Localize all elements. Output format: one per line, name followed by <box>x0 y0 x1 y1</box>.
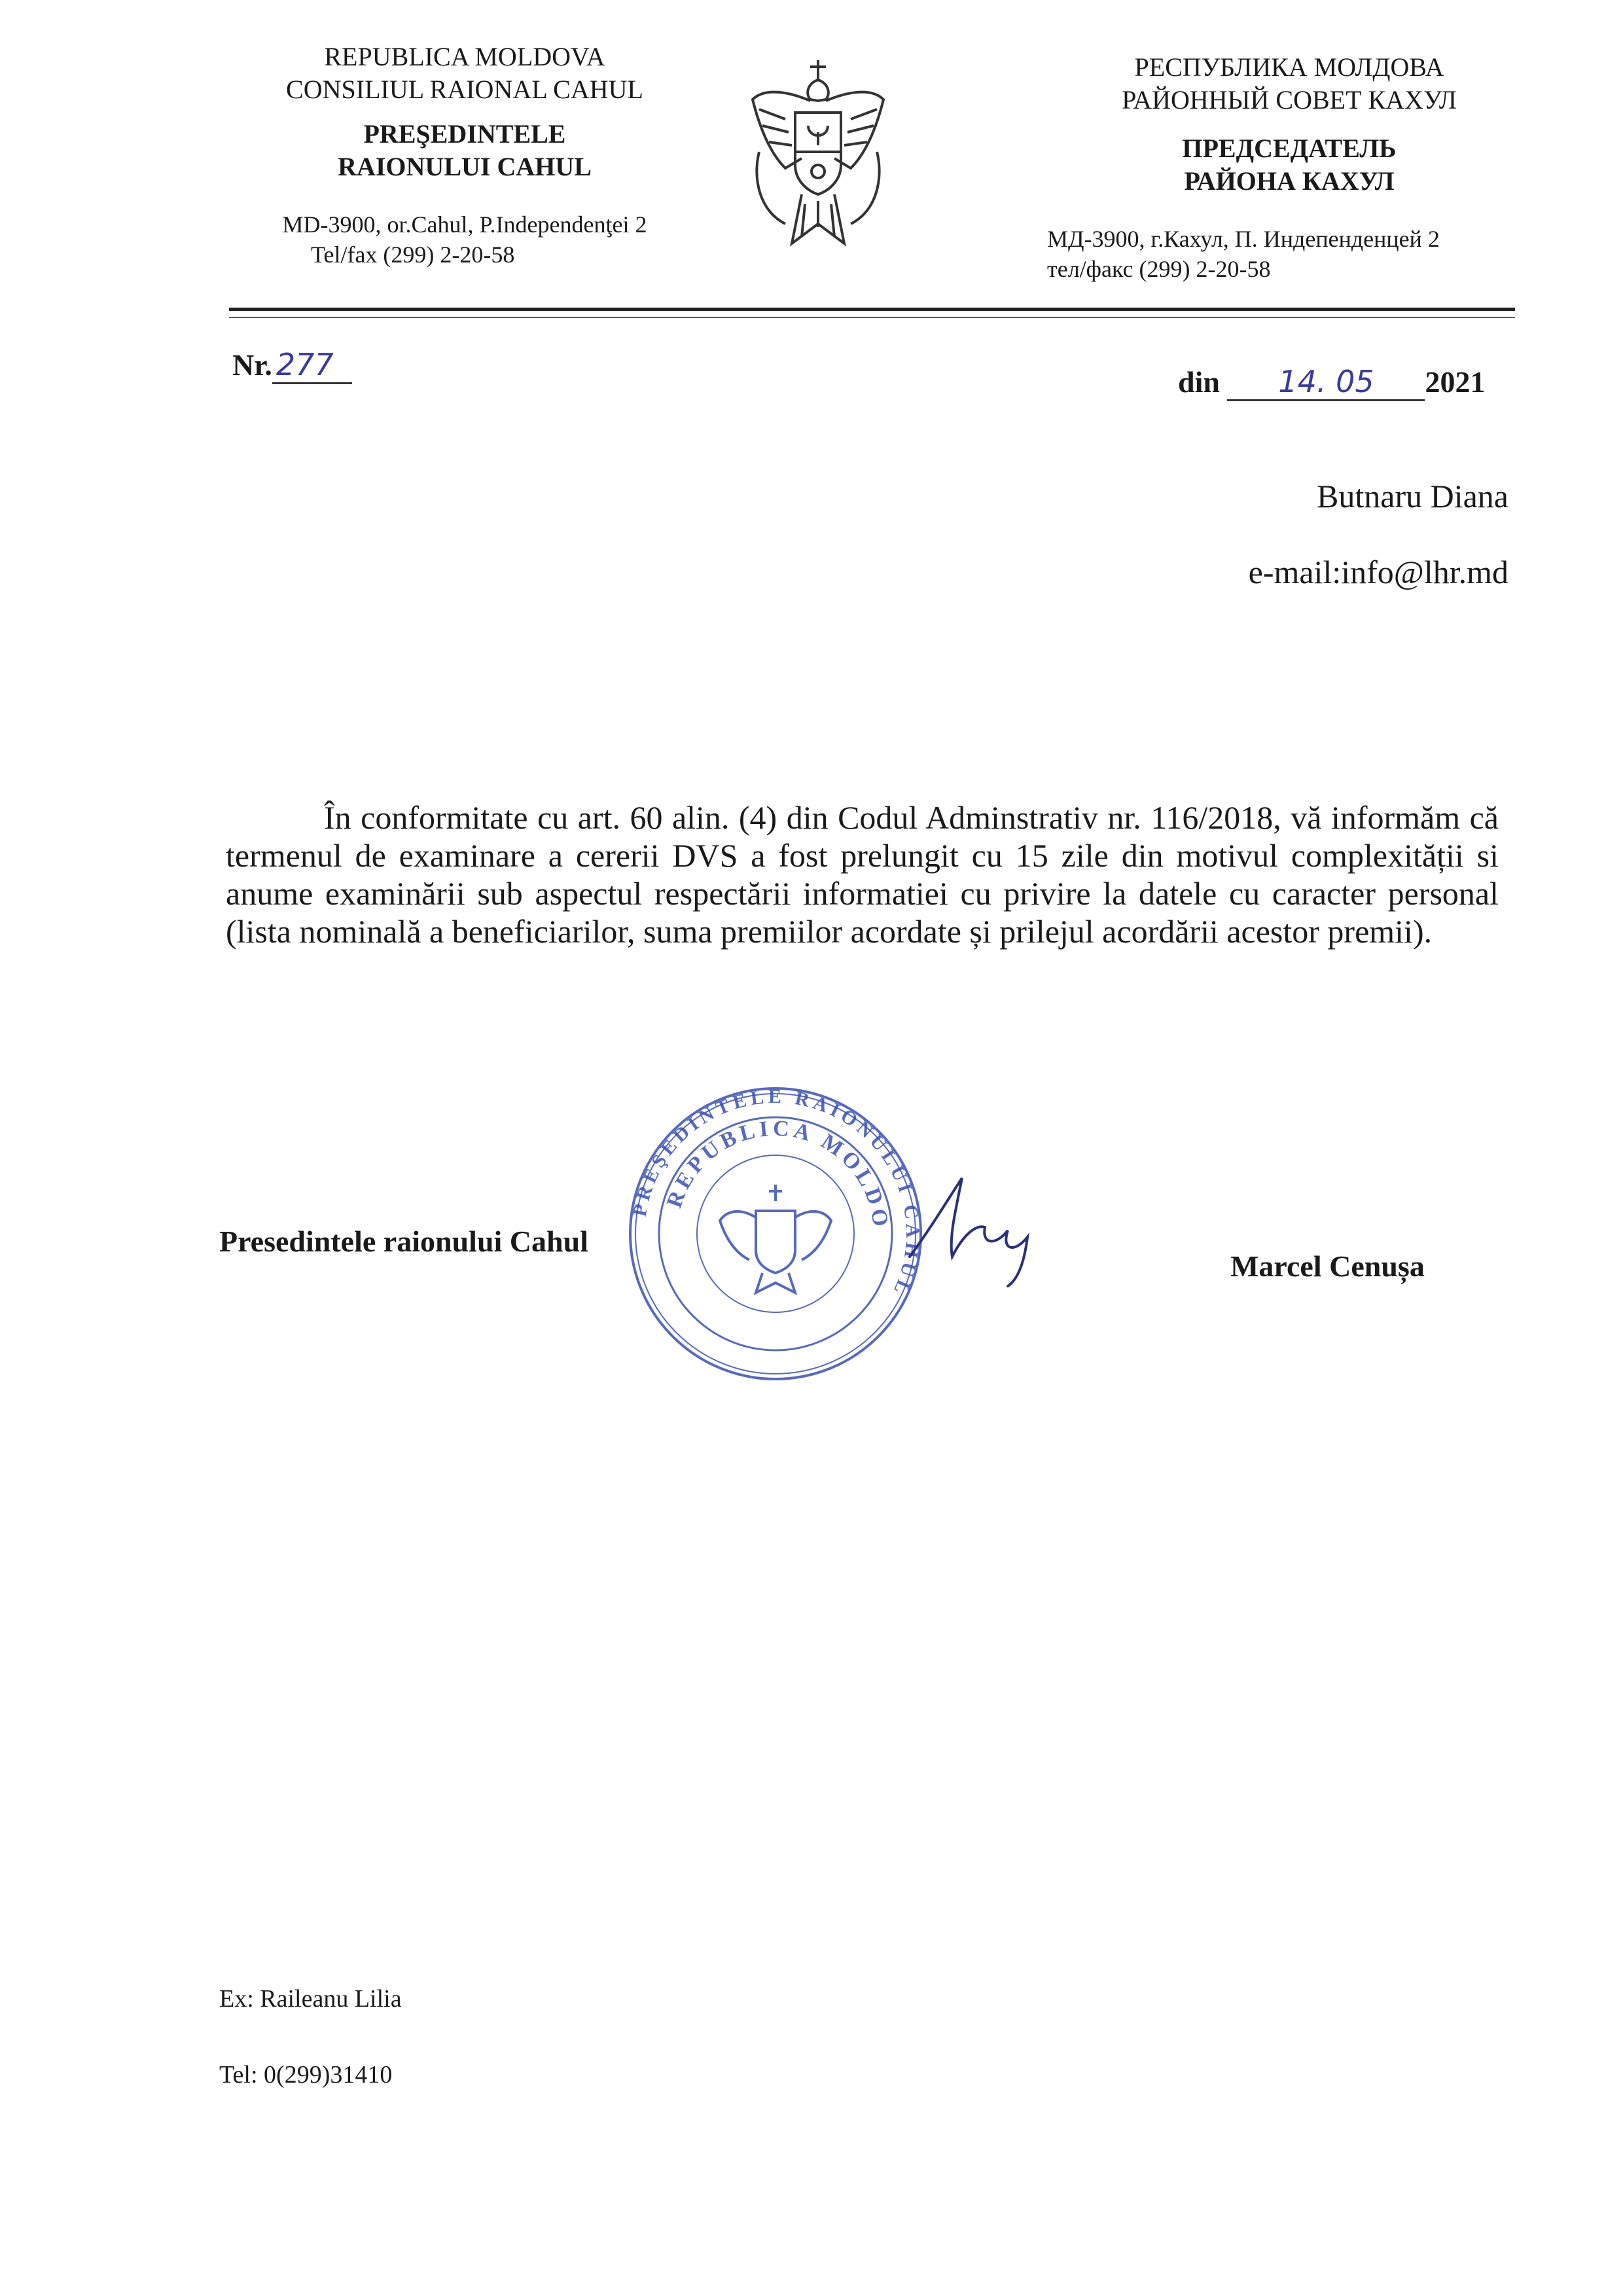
handwritten-signature <box>903 1158 1073 1289</box>
header-divider-thin <box>229 317 1515 318</box>
country-name-ru: РЕСПУБЛИКА МОЛДОВА <box>1134 52 1444 82</box>
header-divider <box>229 308 1515 311</box>
reference-date <box>1178 364 1485 401</box>
signatory-title: Presedintele raionului Cahul <box>219 1225 588 1258</box>
seal-outer-text: PREŞEDINTELE RAIONULUI CAHUL <box>628 1085 924 1301</box>
moldova-coat-of-arms-icon <box>740 54 897 263</box>
reference-year: 2021 <box>1425 365 1486 399</box>
council-name-ru: РАЙОННЫЙ СОВЕТ КАХУЛ <box>1122 85 1457 115</box>
office-title-ro-2: RAIONULUI CAHUL <box>338 152 592 181</box>
phone-ro: Tel/fax (299) 2-20-58 <box>311 242 515 268</box>
office-title-ro-1: PREŞEDINTELE <box>363 119 566 149</box>
reference-number-value: 277 <box>272 347 352 384</box>
recipient-email: e-mail:info@lhr.md <box>1248 554 1508 590</box>
official-seal <box>622 1080 929 1388</box>
seal-inner-text: REPUBLICA MOLDO <box>662 1116 893 1232</box>
reference-date-label: din <box>1178 365 1220 399</box>
address-ro: MD-3900, or.Cahul, P.Independenţei 2 <box>282 211 647 238</box>
reference-number <box>232 347 352 384</box>
letter-body: În conformitate cu art. 60 alin. (4) din Codul Adminstrativ nr. 116/2018, vă informăm că termenul de examinare a cererii DVS a fost prelungit cu 15 zile din motivul complexității si anume examinării sub aspectul respectării informatiei cu privire la datele cu caracter personal (lista nominală a beneficiarilor, suma premiilor acordate și prilejul acordării acestor premii). <box>226 799 1499 950</box>
executor-phone: Tel: 0(299)31410 <box>219 2061 393 2089</box>
phone-ru: тел/факс (299) 2-20-58 <box>1047 256 1271 282</box>
signatory-name: Marcel Cenușa <box>1230 1249 1425 1283</box>
header-romanian <box>216 41 713 270</box>
recipient-block <box>1249 458 1508 610</box>
recipient-name: Butnaru Diana <box>1317 478 1508 514</box>
executor-name: Ex: Raileanu Lilia <box>219 1985 402 2013</box>
reference-date-value: 14. 05 <box>1227 364 1425 401</box>
country-name-ro: REPUBLICA MOLDOVA <box>324 42 605 71</box>
office-title-ru-2: РАЙОНА КАХУЛ <box>1184 166 1395 196</box>
address-ru: МД-3900, г.Кахул, П. Индепенденцей 2 <box>1047 226 1440 252</box>
council-name-ro: CONSILIUL RAIONAL CAHUL <box>286 75 643 104</box>
header-russian <box>1008 51 1571 284</box>
reference-number-label: Nr. <box>232 348 272 382</box>
office-title-ru-1: ПРЕДСЕДАТЕЛЬ <box>1182 134 1397 163</box>
